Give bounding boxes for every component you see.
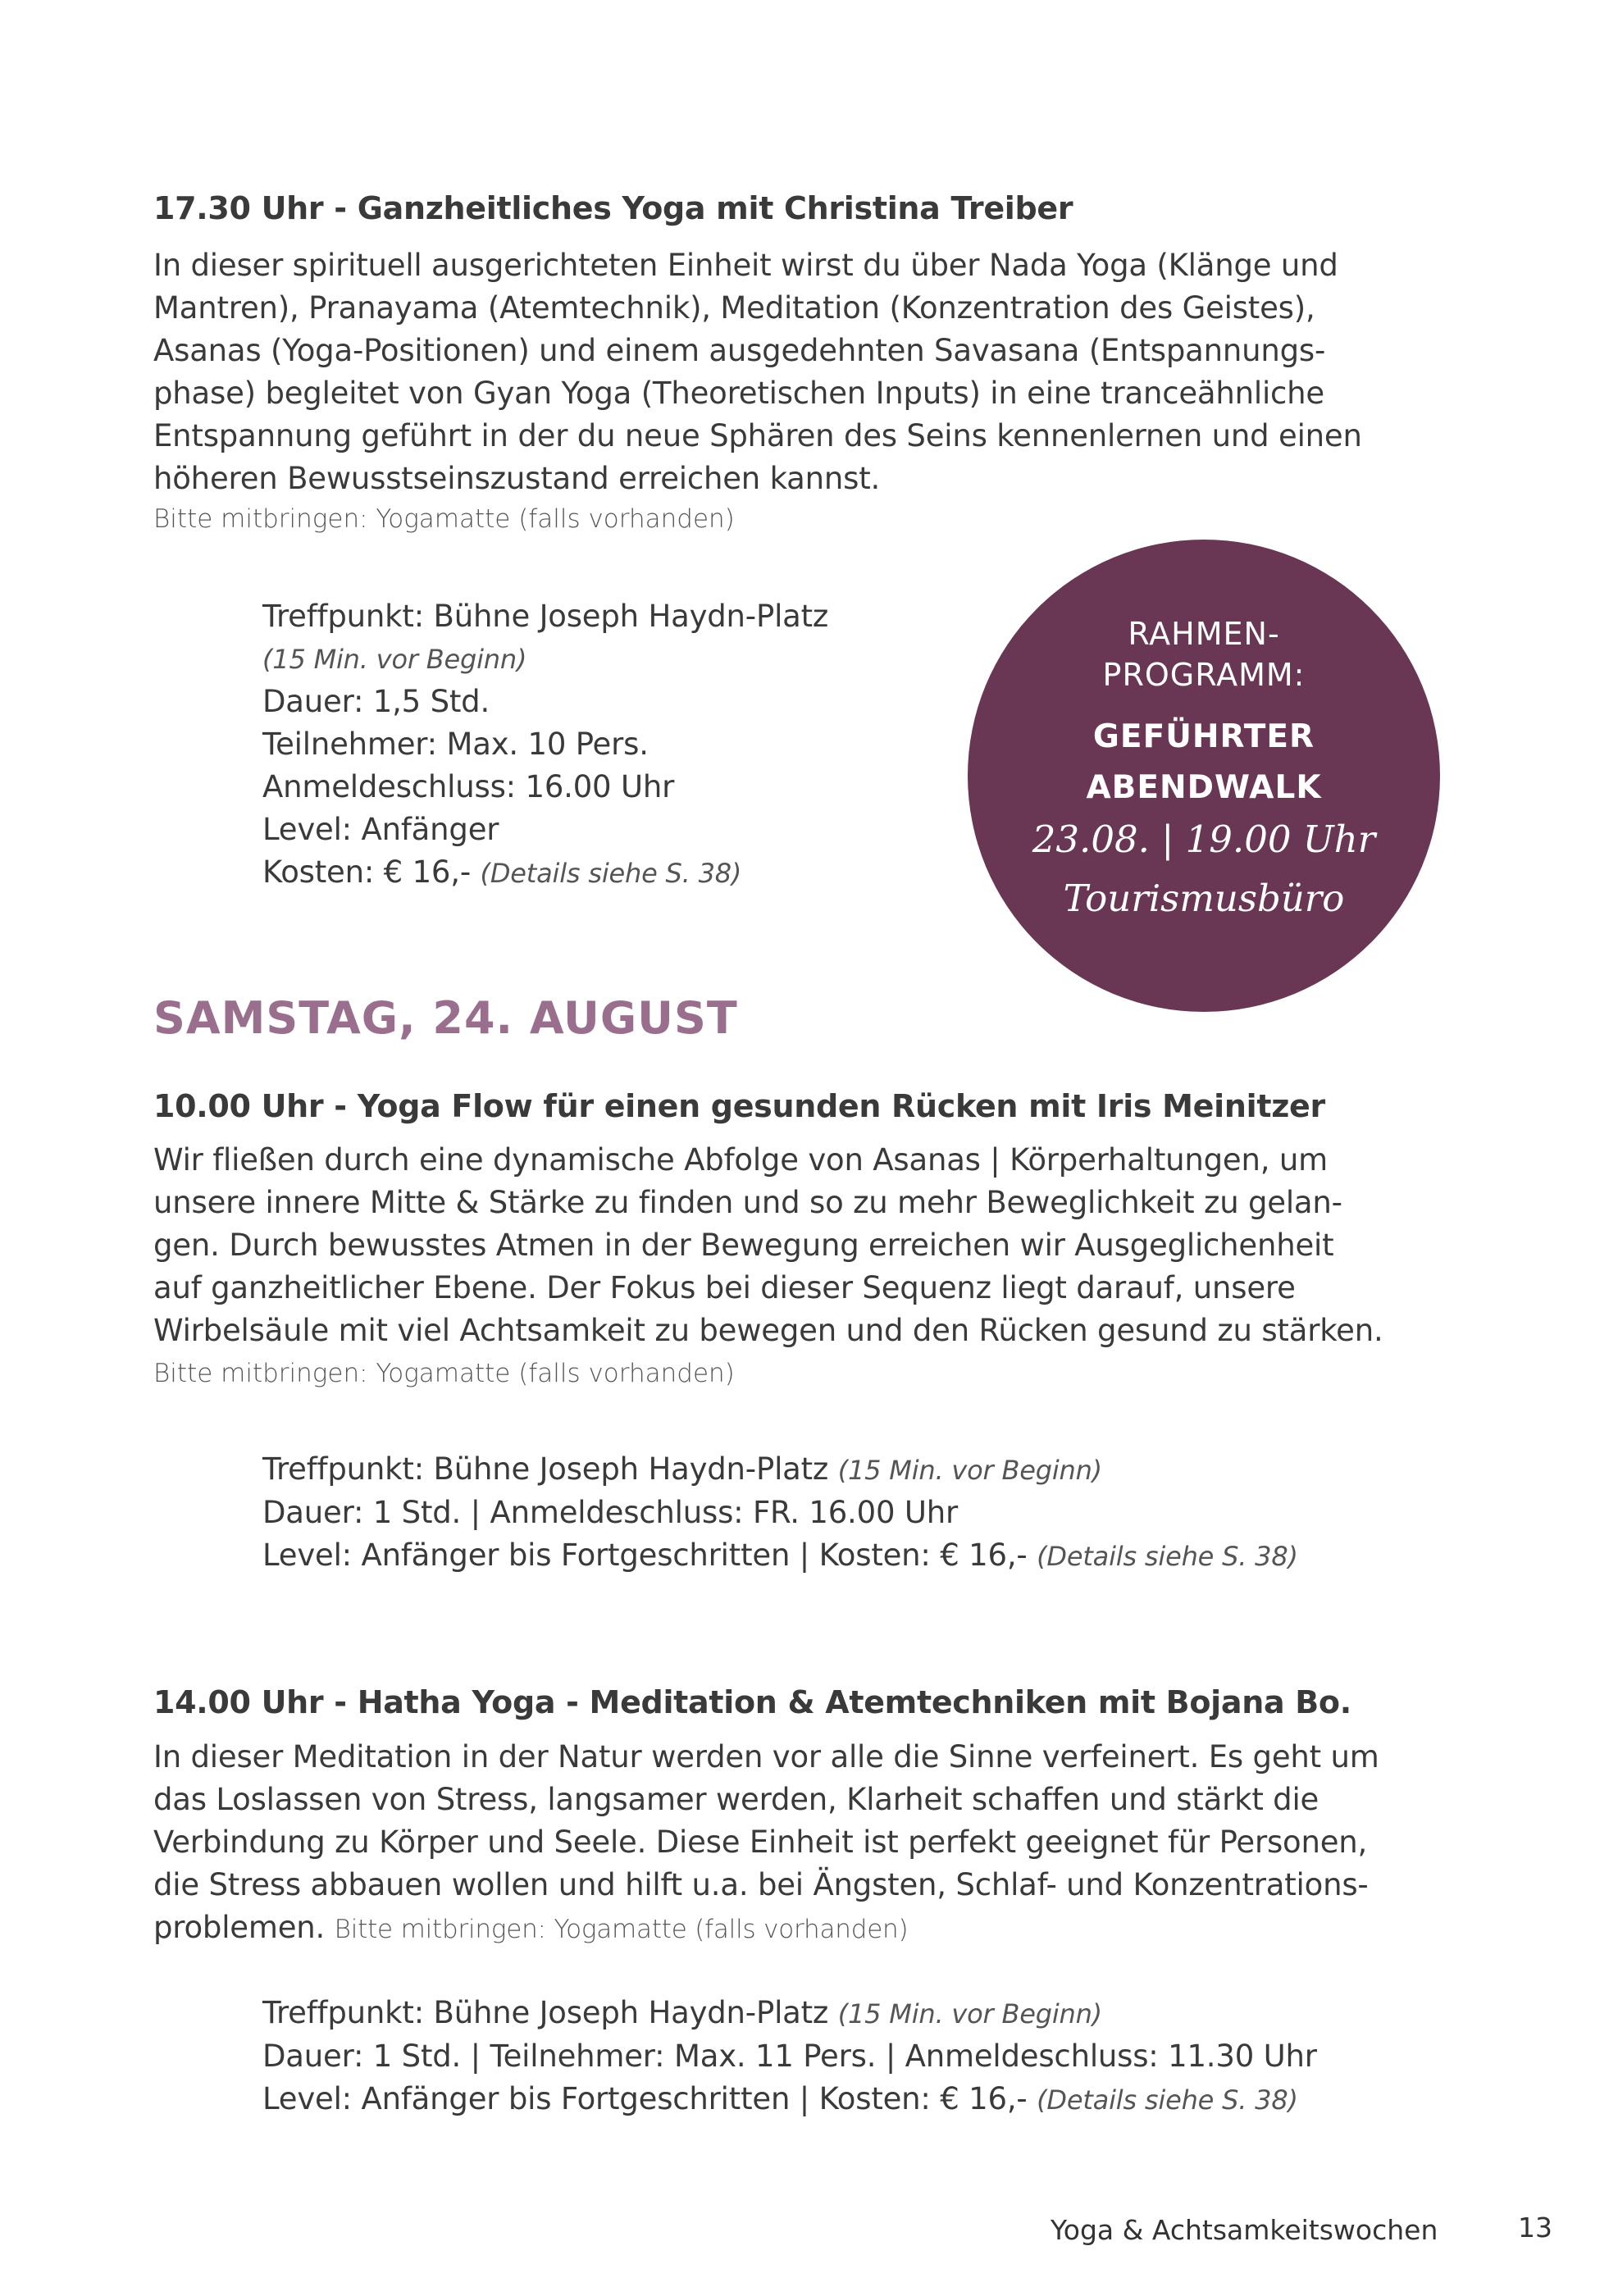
event-info-block bbox=[262, 1992, 1317, 2121]
bring-note: Bitte mitbringen: Yogamatte (falls vorhanden) bbox=[153, 1359, 735, 1388]
badge-event-name bbox=[968, 712, 1440, 813]
cost-note: (Details siehe S. 38) bbox=[1037, 1541, 1298, 1572]
cost-note: (Details siehe S. 38) bbox=[1037, 2084, 1298, 2116]
meeting-point bbox=[262, 1992, 1317, 2035]
rahmenprogramm-badge bbox=[968, 540, 1440, 1012]
badge-date-location bbox=[968, 810, 1440, 928]
description-line: unsere innere Mitte & Stärke zu finden und so zu mehr Beweglichkeit zu gelan- bbox=[153, 1185, 1342, 1220]
level-cost bbox=[262, 2078, 1317, 2121]
meeting-note: (15 Min. vor Beginn) bbox=[262, 644, 527, 675]
badge-title bbox=[968, 613, 1440, 695]
description-line: Wir fließen durch eine dynamische Abfolge von Asanas | Körperhaltungen, um bbox=[153, 1142, 1328, 1178]
badge-line: ABENDWALK bbox=[1086, 769, 1322, 806]
description-line: Verbindung zu Körper und Seele. Diese Einheit ist perfekt geeignet für Personen, bbox=[153, 1824, 1368, 1860]
badge-date: 23.08. | 19.00 Uhr bbox=[1032, 818, 1376, 861]
meeting-point bbox=[262, 1448, 1298, 1492]
event-heading-ganzheitliches-yoga: 17.30 Uhr - Ganzheitliches Yoga mit Christina Treiber bbox=[153, 190, 1073, 226]
participants: Teilnehmer: Max. 10 Pers. bbox=[262, 727, 649, 762]
description-line: auf ganzheitlicher Ebene. Der Fokus bei dieser Sequenz liegt darauf, unsere bbox=[153, 1270, 1296, 1305]
description-line: das Loslassen von Stress, langsamer werden, Klarheit schaffen und stärkt die bbox=[153, 1782, 1319, 1817]
level-cost bbox=[262, 1534, 1298, 1578]
badge-line: RAHMEN- bbox=[1128, 616, 1280, 652]
level: Level: Anfänger bbox=[262, 812, 499, 847]
badge-location: Tourismusbüro bbox=[1063, 877, 1345, 920]
footer-title: Yoga & Achtsamkeitswochen bbox=[1051, 2214, 1438, 2246]
event-description bbox=[153, 244, 1362, 500]
registration-deadline: Anmeldeschluss: 16.00 Uhr bbox=[262, 769, 675, 804]
description-line: Asanas (Yoga-Positionen) und einem ausgedehnten Savasana (Entspannungs- bbox=[153, 333, 1326, 368]
description-line: Wirbelsäule mit viel Achtsamkeit zu bewegen und den Rücken gesund zu stärken. bbox=[153, 1313, 1383, 1348]
description-line: die Stress abbauen wollen und hilft u.a. bei Ängsten, Schlaf- und Konzentrations- bbox=[153, 1867, 1369, 1902]
bring-note: Bitte mitbringen: Yogamatte (falls vorhanden) bbox=[153, 504, 735, 534]
page-number: 13 bbox=[1518, 2212, 1552, 2244]
event-heading-yoga-flow: 10.00 Uhr - Yoga Flow für einen gesunden Rücken mit Iris Meinitzer bbox=[153, 1088, 1325, 1124]
meeting-point: Treffpunkt: Bühne Joseph Haydn-Platz bbox=[262, 599, 829, 634]
day-heading: SAMSTAG, 24. AUGUST bbox=[153, 992, 738, 1044]
duration: Dauer: 1,5 Std. bbox=[262, 684, 490, 719]
event-heading-hatha-yoga: 14.00 Uhr - Hatha Yoga - Meditation & Atemtechniken mit Bojana Bo. bbox=[153, 1684, 1351, 1720]
cost bbox=[262, 851, 828, 895]
cost-value: Kosten: € 16,- bbox=[262, 854, 471, 890]
description-line: phase) begleitet von Gyan Yoga (Theoretischen Inputs) in eine tranceähnliche bbox=[153, 376, 1324, 411]
description-line: Entspannung geführt in der du neue Sphären des Seins kennenlernen und einen bbox=[153, 418, 1362, 453]
description-line: In dieser spirituell ausgerichteten Einheit wirst du über Nada Yoga (Klänge und bbox=[153, 248, 1338, 283]
meeting-note: (15 Min. vor Beginn) bbox=[837, 1998, 1102, 2029]
event-description bbox=[153, 1139, 1383, 1352]
description-line: gen. Durch bewusstes Atmen in der Bewegung erreichen wir Ausgeglichenheit bbox=[153, 1228, 1334, 1263]
event-info-block bbox=[262, 1448, 1298, 1578]
bring-note: Bitte mitbringen: Yogamatte (falls vorhanden) bbox=[334, 1915, 909, 1944]
description-line: In dieser Meditation in der Natur werden vor alle die Sinne verfeinert. Es geht um bbox=[153, 1739, 1379, 1774]
level-cost-text: Level: Anfänger bis Fortgeschritten | Kosten: € 16,- bbox=[262, 1538, 1028, 1573]
badge-line: GEFÜHRTER bbox=[1092, 718, 1315, 755]
description-last-line: problemen. bbox=[153, 1910, 326, 1945]
meeting-note: (15 Min. vor Beginn) bbox=[837, 1455, 1102, 1486]
badge-line: PROGRAMM: bbox=[1102, 657, 1306, 693]
meeting-point-text: Treffpunkt: Bühne Joseph Haydn-Platz bbox=[262, 1995, 829, 2030]
level-cost-text: Level: Anfänger bis Fortgeschritten | Kosten: € 16,- bbox=[262, 2081, 1028, 2116]
duration-participants-deadline: Dauer: 1 Std. | Teilnehmer: Max. 11 Pers. | Anmeldeschluss: 11.30 Uhr bbox=[262, 2039, 1317, 2074]
duration-deadline: Dauer: 1 Std. | Anmeldeschluss: FR. 16.00 Uhr bbox=[262, 1495, 958, 1530]
event-info-block bbox=[262, 595, 828, 895]
description-line: Mantren), Pranayama (Atemtechnik), Meditation (Konzentration des Geistes), bbox=[153, 290, 1315, 326]
description-line: höheren Bewusstseinszustand erreichen kannst. bbox=[153, 461, 881, 496]
event-description bbox=[153, 1736, 1379, 1951]
meeting-point-text: Treffpunkt: Bühne Joseph Haydn-Platz bbox=[262, 1451, 829, 1487]
description-line bbox=[153, 1906, 1379, 1951]
cost-note: (Details siehe S. 38) bbox=[480, 858, 742, 889]
